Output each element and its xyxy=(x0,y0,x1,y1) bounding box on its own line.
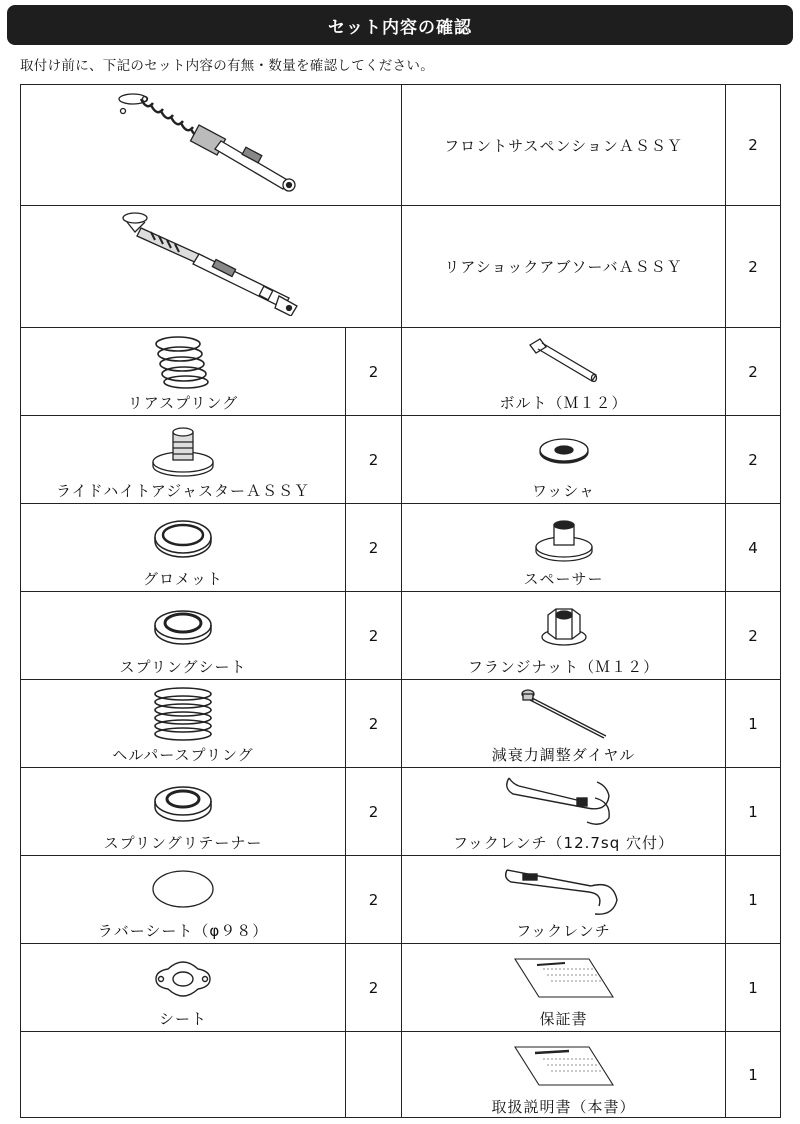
part-name: スプリングシート xyxy=(119,658,247,676)
table-row xyxy=(21,944,781,1032)
part-quantity: 2 xyxy=(346,592,402,680)
part-cell xyxy=(402,680,726,768)
part-name: ワッシャ xyxy=(532,482,595,500)
part-name: ラバーシート（φ９８） xyxy=(97,922,269,940)
part-name: スペーサー xyxy=(523,570,604,588)
ride-height-adjuster-icon xyxy=(21,420,345,480)
bolt-icon xyxy=(402,332,725,392)
flange-nut-icon xyxy=(402,596,725,656)
part-quantity: 2 xyxy=(726,328,781,416)
table-row xyxy=(21,206,781,328)
parts-table xyxy=(20,84,781,1118)
part-name: シート xyxy=(158,1010,207,1028)
part-image-cell xyxy=(21,85,402,206)
part-cell xyxy=(402,416,726,504)
washer-icon xyxy=(402,420,725,480)
part-quantity: 2 xyxy=(346,856,402,944)
table-row xyxy=(21,1032,781,1118)
table-row xyxy=(21,856,781,944)
part-name: ヘルパースプリング xyxy=(112,746,254,764)
table-row xyxy=(21,328,781,416)
part-cell xyxy=(402,768,726,856)
part-quantity: 2 xyxy=(346,328,402,416)
front-suspension-icon xyxy=(21,85,401,195)
part-quantity: 2 xyxy=(726,416,781,504)
manual-doc-icon xyxy=(402,1036,725,1096)
part-quantity: 2 xyxy=(346,504,402,592)
part-name: フックレンチ（12.7sq 穴付） xyxy=(452,834,675,852)
table-row xyxy=(21,504,781,592)
rubber-sheet-icon xyxy=(21,860,345,920)
intro-text: 取付け前に、下記のセット内容の有無・数量を確認してください。 xyxy=(20,58,434,74)
table-row xyxy=(21,592,781,680)
part-cell xyxy=(21,504,346,592)
seat-plate-icon xyxy=(21,948,345,1008)
helper-spring-icon xyxy=(21,684,345,744)
part-cell xyxy=(21,768,346,856)
part-name: リアスプリング xyxy=(127,394,239,412)
part-name: フックレンチ xyxy=(516,922,611,940)
table-row xyxy=(21,416,781,504)
grommet-icon xyxy=(21,508,345,568)
part-cell xyxy=(402,856,726,944)
part-cell xyxy=(402,944,726,1032)
part-name: リアショックアブソーバＡＳＳＹ xyxy=(402,206,726,328)
part-cell xyxy=(402,504,726,592)
part-name: 取扱説明書（本書） xyxy=(491,1098,636,1116)
part-cell xyxy=(21,680,346,768)
part-name: 減衰力調整ダイヤル xyxy=(491,746,636,764)
part-name: フランジナット（Ｍ１２） xyxy=(467,658,660,676)
rear-shock-absorber-icon xyxy=(21,206,401,316)
spacer-icon xyxy=(402,508,725,568)
part-quantity: 2 xyxy=(346,416,402,504)
part-cell xyxy=(402,592,726,680)
part-quantity: 2 xyxy=(346,680,402,768)
hook-wrench-square-icon xyxy=(402,772,725,832)
table-row xyxy=(21,768,781,856)
part-quantity: 1 xyxy=(726,1032,781,1118)
table-row xyxy=(21,680,781,768)
part-quantity: 1 xyxy=(726,944,781,1032)
part-name: ボルト（Ｍ１２） xyxy=(499,394,628,412)
part-quantity: 1 xyxy=(726,856,781,944)
part-cell xyxy=(21,856,346,944)
part-name: グロメット xyxy=(142,570,223,588)
rear-spring-icon xyxy=(21,332,345,392)
part-name: スプリングリテーナー xyxy=(103,834,263,852)
part-name: ライドハイトアジャスターＡＳＳＹ xyxy=(56,482,310,500)
part-name: フロントサスペンションＡＳＳＹ xyxy=(402,85,726,206)
hook-wrench-icon xyxy=(402,860,725,920)
part-quantity: 2 xyxy=(726,206,781,328)
warranty-doc-icon xyxy=(402,948,725,1008)
part-quantity: 1 xyxy=(726,680,781,768)
part-name: 保証書 xyxy=(539,1010,588,1028)
part-quantity: 4 xyxy=(726,504,781,592)
part-cell xyxy=(21,592,346,680)
spring-seat-icon xyxy=(21,596,345,656)
part-image-cell xyxy=(21,206,402,328)
part-cell xyxy=(402,1032,726,1118)
part-quantity: 2 xyxy=(726,592,781,680)
part-cell xyxy=(21,416,346,504)
page-title: セット内容の確認 xyxy=(7,5,793,45)
table-row xyxy=(21,85,781,206)
part-cell xyxy=(402,328,726,416)
part-cell xyxy=(21,944,346,1032)
empty-cell xyxy=(346,1032,402,1118)
part-quantity: 2 xyxy=(726,85,781,206)
part-cell xyxy=(21,328,346,416)
spring-retainer-icon xyxy=(21,772,345,832)
part-quantity: 1 xyxy=(726,768,781,856)
empty-cell xyxy=(21,1032,346,1118)
part-quantity: 2 xyxy=(346,944,402,1032)
part-quantity: 2 xyxy=(346,768,402,856)
damping-dial-icon xyxy=(402,684,725,744)
